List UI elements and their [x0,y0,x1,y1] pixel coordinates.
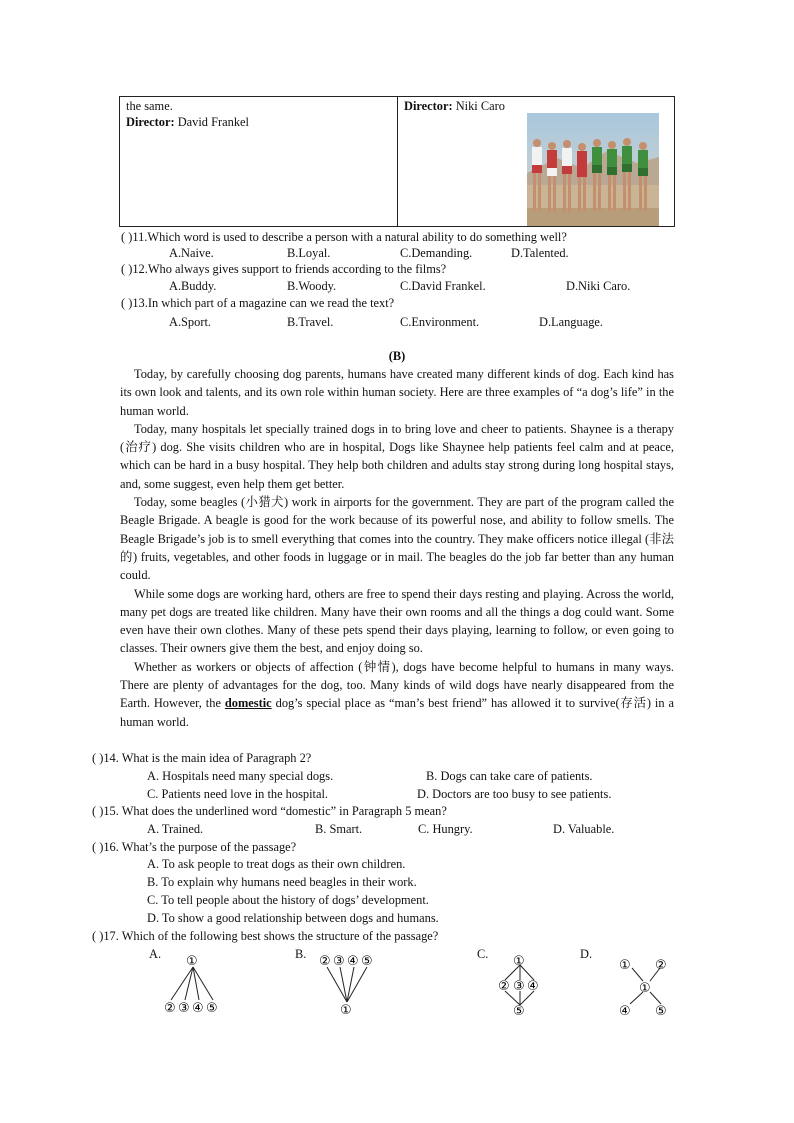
paragraph-2: Today, many hospitals let specially trained dogs in to bring love and cheer to patients. Shaynee is a therapy (治疗) dog. She visits children who are in hospital, Dogs like Shaynee help patients feel calm and at peace, which can be hard in a busy hospital. They help both children and adults stay strong during long hospital stays, and, some suggest, even help them get better. [120,421,674,491]
diagram-node: ③ [333,954,345,969]
question-17: ( )17. Which of the following best shows the structure of the passage? [92,929,439,943]
option: C. Patients need love in the hospital. [147,787,329,801]
option: D.Niki Caro. [566,279,631,293]
question-16: ( )16. What’s the purpose of the passage? [92,840,297,854]
film-left-text: the same. [126,99,173,113]
option: D.Language. [539,315,603,329]
option: D. To show a good relationship between dogs and humans. [147,911,439,925]
structure-diagram-c [496,950,546,1023]
film-cell-left [120,97,398,227]
question-12: ( )12.Who always gives support to friends according to the films? [121,262,447,276]
director-label: Director: [404,99,453,113]
paragraph-4: While some dogs are working hard, others are free to spend their days resting and playing. Across the world, many pet dogs are treated like children. Many have their own rooms and all the things a dog could want. Some even have their own clothes. Many of these pets spend their days playing, learning to follow, or even going to classes. Their owners give them the best, and enjoy doing so. [120,586,674,656]
diagram-node: ② [498,979,510,994]
diagram-node: ① [340,1003,352,1018]
option: D. [580,947,593,961]
diagram-node: ④ [619,1004,631,1019]
diagram-node: ③ [178,1001,190,1016]
option: A.Buddy. [169,279,217,293]
structure-diagram-b [316,950,378,1023]
paragraph-5: Whether as workers or objects of affection (钟情), dogs have become helpful to humans in many ways. There are plenty of advantages for the dog, too. Many kinds of wild dogs have nearly disappeared from the Earth. However, the domestic dog’s special place as “man’s best friend” has allowed it to survive(存活) in a human world. [120,659,674,729]
option: B.Travel. [287,315,334,329]
structure-diagram-a [160,950,222,1023]
option: C. [477,947,489,961]
diagram-node: ③ [513,979,525,994]
diagram-node: ② [655,958,667,973]
paragraph-1: Today, by carefully choosing dog parents, humans have created many different kinds of dog. Each kind has its own look and talents, and its own role within human society. Here are three examples of “a dog’s life” in the human world. [120,367,674,418]
option: B. [295,947,307,961]
option: D. Valuable. [553,822,615,836]
option: C. To tell people about the history of dogs’ development. [147,893,429,907]
option: C.Demanding. [400,246,473,260]
structure-diagram-d [614,950,674,1025]
section-heading: (B) [388,349,406,363]
option: A.Naive. [169,246,214,260]
director-name: Niki Caro [452,99,505,113]
diagram-node: ② [319,954,331,969]
director-label: Director: [126,115,175,129]
question-11: ( )11.Which word is used to describe a person with a natural ability to do something well? [121,230,567,244]
diagram-node: ② [164,1001,176,1016]
option: A. Trained. [147,822,204,836]
diagram-node: ⑤ [513,1004,525,1018]
option: B. Smart. [315,822,363,836]
diagram-node: ① [186,954,198,969]
option: B. To explain why humans need beagles in their work. [147,875,417,889]
option: B.Woody. [287,279,337,293]
option: D.Talented. [511,246,569,260]
question-14: ( )14. What is the main idea of Paragraph 2? [92,751,312,765]
diagram-node: ⑤ [206,1001,218,1016]
option: D. Doctors are too busy to see patients. [417,787,612,801]
diagram-node: ④ [192,1001,204,1016]
diagram-node: ④ [347,954,359,969]
option: A.Sport. [169,315,211,329]
option: B.Loyal. [287,246,331,260]
diagram-node: ① [639,981,651,996]
option: C.David Frankel. [400,279,486,293]
passage [120,365,674,731]
question-15: ( )15. What does the underlined word “domestic” in Paragraph 5 mean? [92,804,447,818]
option: B. Dogs can take care of patients. [426,769,593,783]
option: A. [149,947,162,961]
diagram-node: ⑤ [655,1004,667,1019]
question-13: ( )13.In which part of a magazine can we read the text? [121,296,395,310]
diagram-node: ⑤ [361,954,373,969]
director-name: David Frankel [174,115,249,129]
option: A. Hospitals need many special dogs. [147,769,334,783]
runners-photo [527,113,659,226]
option: C.Environment. [400,315,480,329]
diagram-node: ④ [527,979,539,994]
diagram-node: ① [513,954,525,969]
underlined-word: domestic [224,696,272,711]
diagram-node: ① [619,958,631,973]
option: A. To ask people to treat dogs as their own children. [147,857,406,871]
option: C. Hungry. [418,822,473,836]
paragraph-3: Today, some beagles (小猎犬) work in airports for the government. They are part of the program called the Beagle Brigade. A beagle is good for the work because of its powerful nose, and ability to follow smells. The Beagle Brigade’s job is to smell everything that comes into the country. They make officers notice illegal (非法的) fruits, vegetables, and other foods in luggage or in mail. The beagles do the job far better than any human could. [120,495,674,583]
